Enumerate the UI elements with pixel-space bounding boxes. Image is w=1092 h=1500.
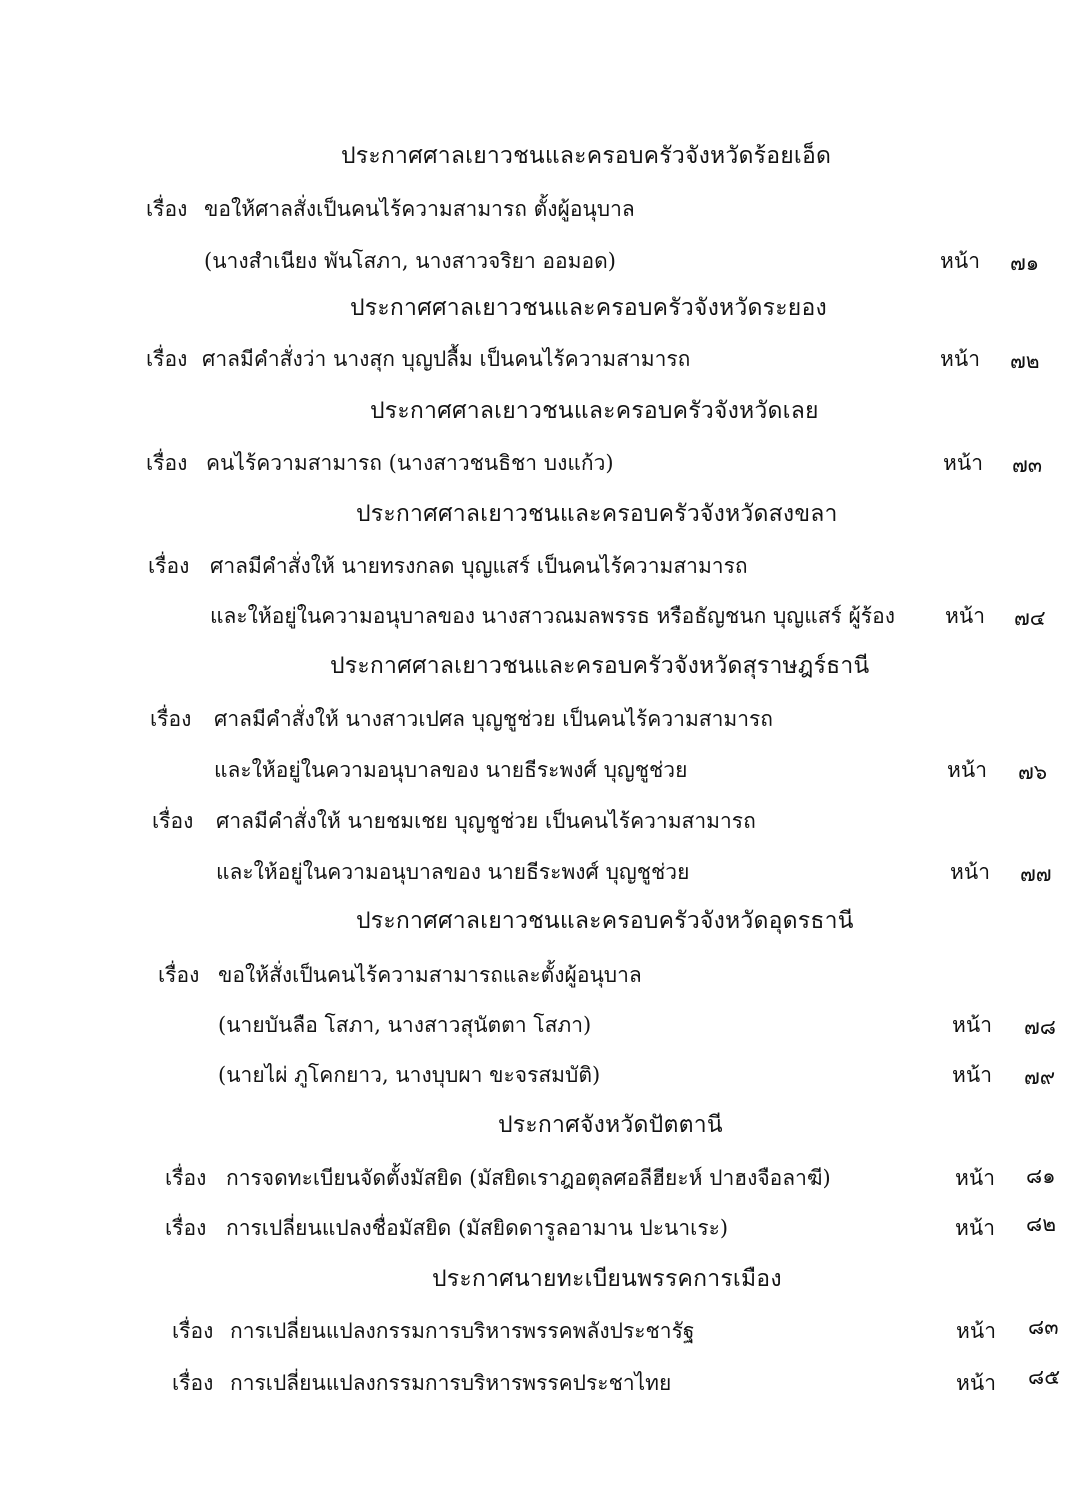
entry-prefix: เรื่อง [152,809,194,833]
page-label: หน้า [940,347,980,371]
page-label: หน้า [956,1371,996,1395]
entry-prefix: เรื่อง [146,347,188,371]
entry-prefix: เรื่อง [146,197,188,221]
section-heading: ประกาศศาลเยาวชนและครอบครัวจังหวัดเลย [370,398,819,424]
section-heading: ประกาศศาลเยาวชนและครอบครัวจังหวัดร้อยเอ็ด [341,143,832,169]
entry-prefix: เรื่อง [172,1319,214,1343]
page-number: ๘๕ [1028,1365,1061,1389]
section-heading: ประกาศนายทะเบียนพรรคการเมือง [432,1266,782,1292]
entry-text: การเปลี่ยนแปลงกรรมการบริหารพรรคประชาไทย [230,1371,672,1395]
entry-text: และให้อยู่ในความอนุบาลของ นายธีระพงศ์ บุญชูช่วย [216,860,690,884]
section-heading: ประกาศศาลเยาวชนและครอบครัวจังหวัดสุราษฎร์ธานี [330,653,870,679]
page-label: หน้า [956,1319,996,1343]
entry-text: คนไร้ความสามารถ (นางสาวชนธิชา บงแก้ว) [206,451,614,475]
entry-text: (นายไผ่ ภูโคกยาว, นางบุบผา ขะจรสมบัติ) [218,1063,601,1087]
page-number: ๘๑ [1026,1164,1056,1188]
page-number: ๘๓ [1028,1315,1059,1339]
section-heading: ประกาศศาลเยาวชนและครอบครัวจังหวัดอุดรธานี [356,908,854,934]
entry-text: (นางสำเนียง พันโสภา, นางสาวจริยา ออมอด) [204,249,616,273]
entry-prefix: เรื่อง [148,554,190,578]
page-label: หน้า [952,1063,992,1087]
page-number: ๘๒ [1026,1212,1057,1236]
section-heading: ประกาศจังหวัดปัตตานี [498,1112,723,1138]
entry-text: ศาลมีคำสั่งให้ นางสาวเปศล บุญชูช่วย เป็นคนไร้ความสามารถ [214,707,774,731]
page-label: หน้า [943,451,983,475]
page-label: หน้า [947,758,987,782]
entry-prefix: เรื่อง [150,707,192,731]
page-number: ๗๗ [1020,862,1052,886]
entry-text: (นายบันลือ โสภา, นางสาวสุนัตตา โสภา) [218,1013,592,1037]
entry-text: ศาลมีคำสั่งว่า นางสุก บุญปลื้ม เป็นคนไร้ความสามารถ [202,347,691,371]
page-label: หน้า [950,860,990,884]
page-label: หน้า [955,1216,995,1240]
page-number: ๗๔ [1014,606,1046,630]
section-heading: ประกาศศาลเยาวชนและครอบครัวจังหวัดสงขลา [356,501,838,527]
entry-text: และให้อยู่ในความอนุบาลของ นางสาวณมลพรรธ หรือธัญชนก บุญแสร์ ผู้ร้อง [210,604,895,628]
page-number: ๗๖ [1018,760,1048,784]
entry-text: การเปลี่ยนแปลงกรรมการบริหารพรรคพลังประชารัฐ [230,1319,695,1343]
section-heading: ประกาศศาลเยาวชนและครอบครัวจังหวัดระยอง [350,295,827,321]
entry-text: และให้อยู่ในความอนุบาลของ นายธีระพงศ์ บุญชูช่วย [214,758,688,782]
page-label: หน้า [940,249,980,273]
entry-prefix: เรื่อง [165,1216,207,1240]
entry-prefix: เรื่อง [165,1166,207,1190]
page-number: ๗๘ [1024,1015,1056,1039]
entry-text: การเปลี่ยนแปลงชื่อมัสยิด (มัสยิดดารูลอามาน ปะนาเระ) [226,1216,729,1240]
page-number: ๗๑ [1010,251,1040,275]
entry-prefix: เรื่อง [146,451,188,475]
page-label: หน้า [945,604,985,628]
entry-text: การจดทะเบียนจัดตั้งมัสยิด (มัสยิดเราฎอตุลศอลีฮียะห์ ปาฮงจือลาฆี) [226,1166,831,1190]
page-label: หน้า [955,1166,995,1190]
page-label: หน้า [952,1013,992,1037]
page-number: ๗๓ [1012,453,1043,477]
page-number: ๗๙ [1024,1065,1056,1089]
entry-text: ขอให้สั่งเป็นคนไร้ความสามารถและตั้งผู้อนุบาล [218,963,642,987]
entry-text: ขอให้ศาลสั่งเป็นคนไร้ความสามารถ ตั้งผู้อนุบาล [204,197,635,221]
entry-text: ศาลมีคำสั่งให้ นายชมเชย บุญชูช่วย เป็นคนไร้ความสามารถ [216,809,756,833]
entry-text: ศาลมีคำสั่งให้ นายทรงกลด บุญแสร์ เป็นคนไร้ความสามารถ [210,554,748,578]
entry-prefix: เรื่อง [158,963,200,987]
entry-prefix: เรื่อง [172,1371,214,1395]
page-number: ๗๒ [1010,349,1040,373]
